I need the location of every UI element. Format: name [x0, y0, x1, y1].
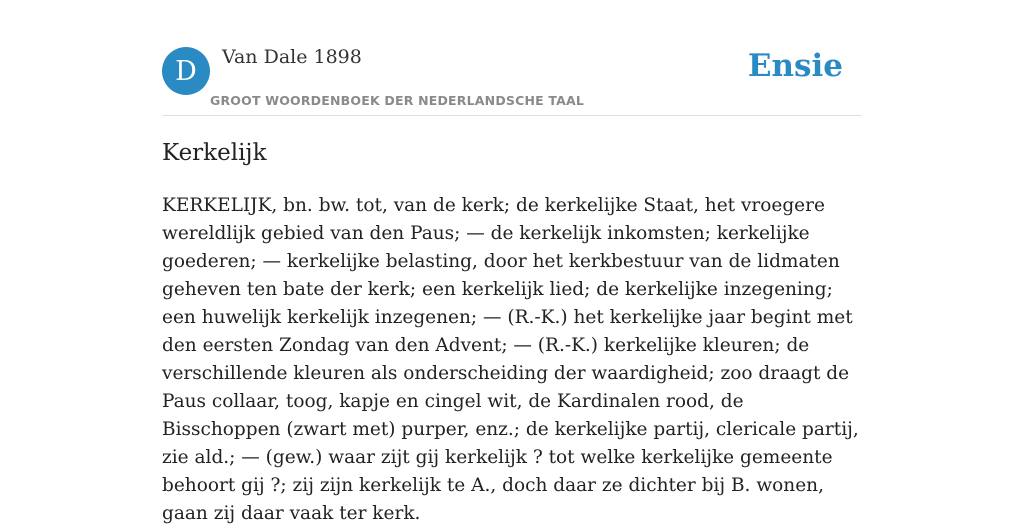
source-avatar: [162, 47, 210, 95]
entry-definition: KERKELIJK, bn. bw. tot, van de kerk; de kerkelijke Staat, het vroegere wereldlijk gebied van den Paus; — de kerkelijk inkomsten; kerkelijke goederen; — kerkelijke belasting, door het kerkbestuur van de lidmaten geheven ten bate der kerk; een kerkelijk lied; de kerkelijke inzegening; een huwelijk kerkelijk inzegenen; — (R.-K.) het kerkelijke jaar begint met den eersten Zondag van den Advent; — (R.-K.) kerkelijke kleuren; de verschillende kleuren als onderscheiding der waardigheid; zoo draagt de Paus collaar, toog, kapje en cingel wit, de Kardinalen rood, de Bisschoppen (zwart met) purper, enz.; de kerkelijke partij, clericale partij, zie ald.; — (gew.) waar zijt gij kerkelijk ? tot welke kerkelijke gemeente behoort gij ?; zij zijn kerkelijk te A., doch daar ze dichter bij B. wonen, gaan zij daar vaak ter kerk.: [162, 195, 859, 524]
header-divider: [162, 115, 862, 116]
entry-title: Kerkelijk: [162, 140, 267, 166]
avatar-letter: D: [175, 55, 197, 87]
source-title[interactable]: Van Dale 1898: [222, 46, 362, 68]
brand-logo[interactable]: Ensie: [747, 48, 843, 84]
source-subtitle: GROOT WOORDENBOEK DER NEDERLANDSCHE TAAL: [210, 93, 585, 108]
